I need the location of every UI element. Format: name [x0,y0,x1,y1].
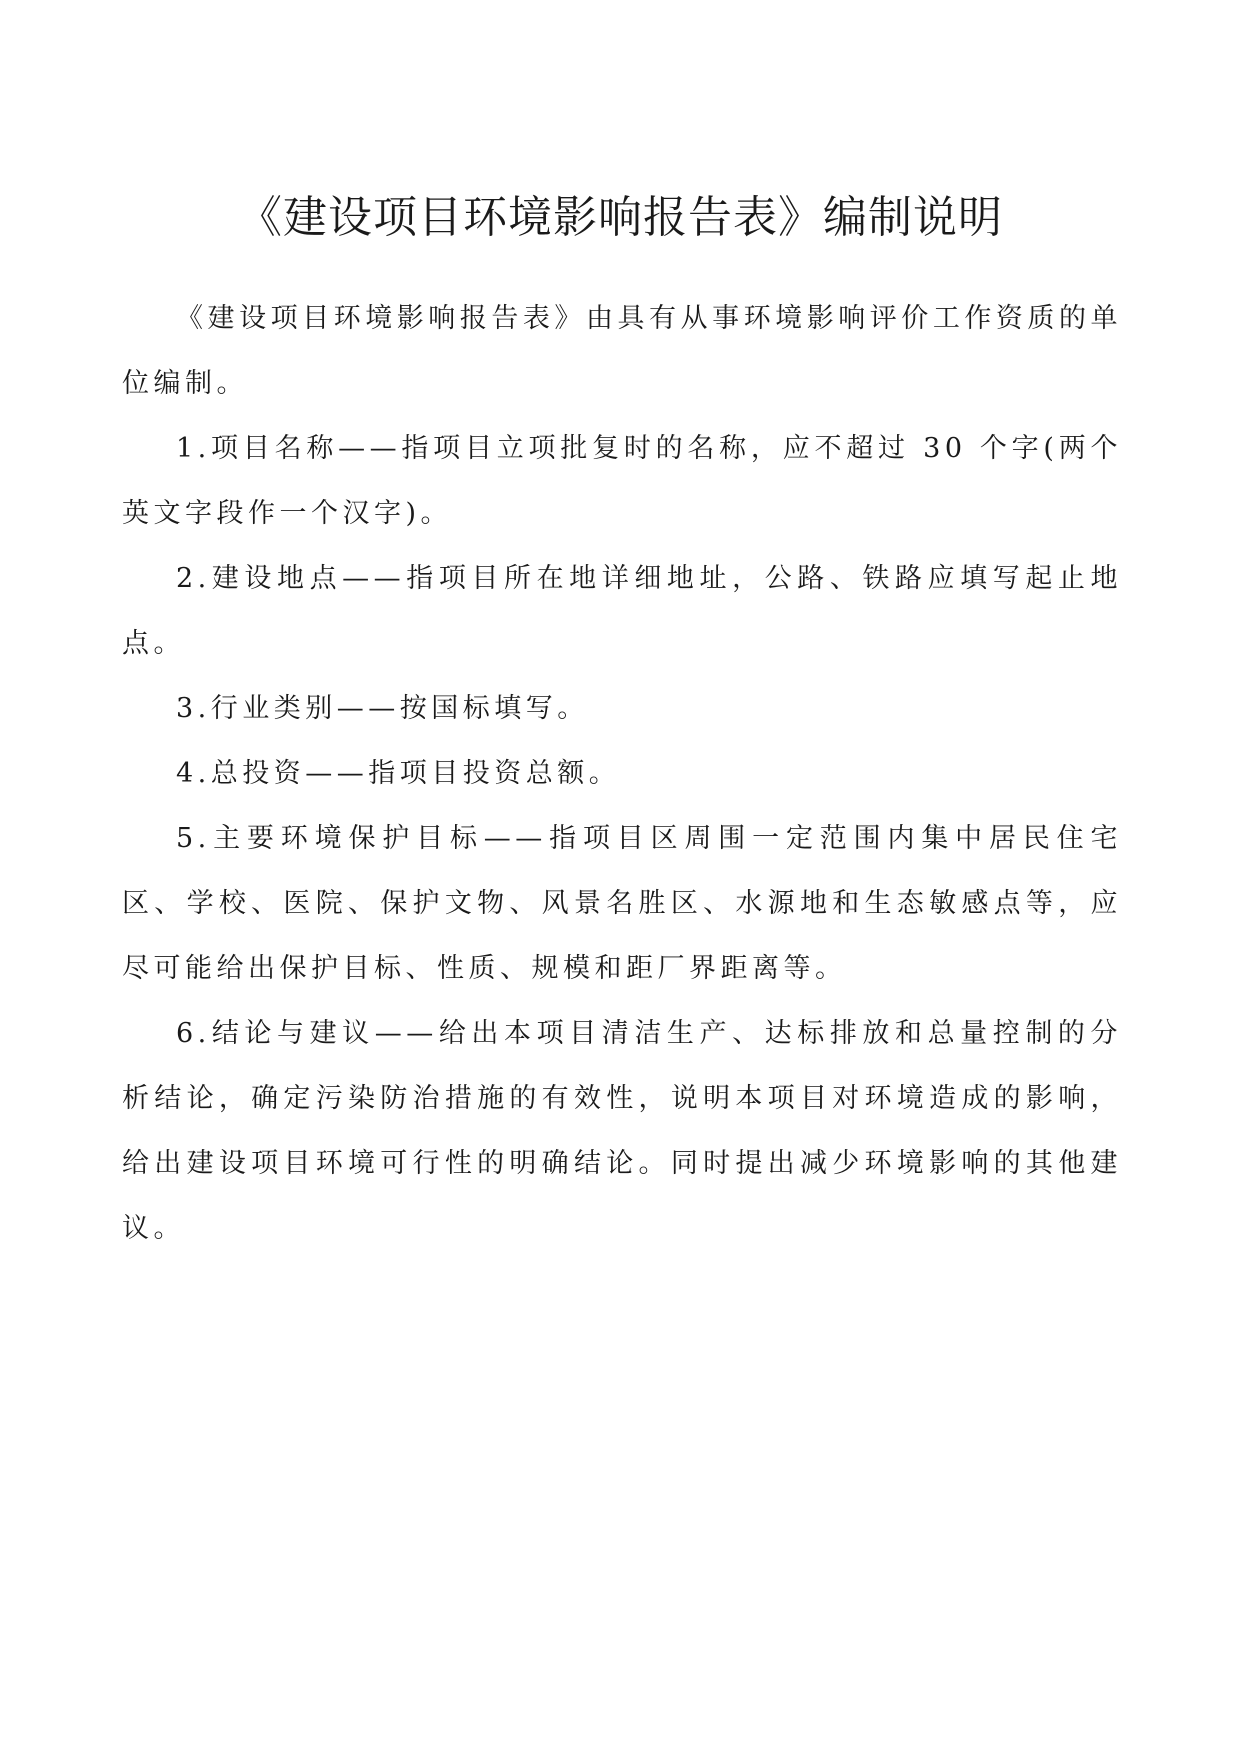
document-title: 《建设项目环境影响报告表》编制说明 [238,192,1003,243]
item-total-investment: 4.总投资——指项目投资总额。 [176,758,621,789]
intro-paragraph: 《建设项目环境影响报告表》由具有从事环境影响评价工作资质的单位编制。 [122,303,1122,399]
document-body [122,286,1122,1261]
item-construction-site: 2.建设地点——指项目所在地详细地址，公路、铁路应填写起止地点。 [122,563,1122,659]
item-protection-targets: 5.主要环境保护目标——指项目区周围一定范围内集中居民住宅区、学校、医院、保护文物、风景名胜区、水源地和生态敏感点等，应尽可能给出保护目标、性质、规模和距厂界距离等。 [122,823,1122,984]
item-project-name: 1.项目名称——指项目立项批复时的名称，应不超过 30 个字(两个英文字段作一个汉字)。 [122,433,1122,529]
item-conclusions: 6.结论与建议——给出本项目清洁生产、达标排放和总量控制的分析结论，确定污染防治措施的有效性，说明本项目对环境造成的影响，给出建设项目环境可行性的明确结论。同时提出减少环境影响的其他建议。 [122,1018,1122,1244]
item-industry-category: 3.行业类别——按国标填写。 [176,693,589,724]
